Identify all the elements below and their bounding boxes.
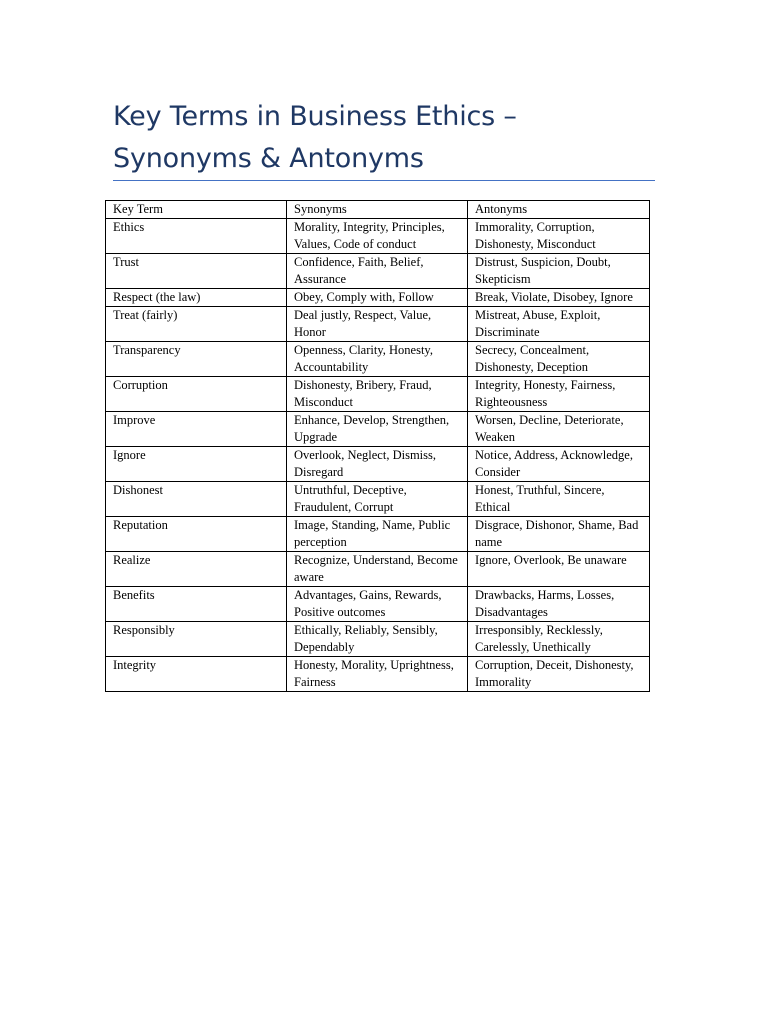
antonyms-cell: Irresponsibly, Recklessly, Carelessly, Unethically: [468, 622, 650, 657]
table-row: [106, 377, 650, 412]
title-underline: [113, 180, 655, 181]
key-term-cell: Transparency: [106, 342, 287, 377]
synonyms-cell: Obey, Comply with, Follow: [287, 289, 468, 307]
key-term-cell: Realize: [106, 552, 287, 587]
synonyms-cell: Overlook, Neglect, Dismiss, Disregard: [287, 447, 468, 482]
antonyms-cell: Drawbacks, Harms, Losses, Disadvantages: [468, 587, 650, 622]
antonyms-cell: Ignore, Overlook, Be unaware: [468, 552, 650, 587]
antonyms-cell: Break, Violate, Disobey, Ignore: [468, 289, 650, 307]
table-row: [106, 412, 650, 447]
header-key-term: Key Term: [106, 201, 287, 219]
antonyms-cell: Integrity, Honesty, Fairness, Righteousness: [468, 377, 650, 412]
key-term-cell: Dishonest: [106, 482, 287, 517]
synonyms-cell: Enhance, Develop, Strengthen, Upgrade: [287, 412, 468, 447]
synonyms-cell: Deal justly, Respect, Value, Honor: [287, 307, 468, 342]
key-term-cell: Ignore: [106, 447, 287, 482]
table-row: [106, 517, 650, 552]
table-row: [106, 254, 650, 289]
table-row: [106, 447, 650, 482]
key-term-cell: Integrity: [106, 657, 287, 692]
key-term-cell: Reputation: [106, 517, 287, 552]
antonyms-cell: Corruption, Deceit, Dishonesty, Immorality: [468, 657, 650, 692]
key-term-cell: Benefits: [106, 587, 287, 622]
synonyms-cell: Honesty, Morality, Uprightness, Fairness: [287, 657, 468, 692]
synonyms-cell: Openness, Clarity, Honesty, Accountability: [287, 342, 468, 377]
key-term-cell: Trust: [106, 254, 287, 289]
synonyms-cell: Advantages, Gains, Rewards, Positive outcomes: [287, 587, 468, 622]
terms-table-body: [106, 201, 650, 692]
table-row: [106, 482, 650, 517]
antonyms-cell: Notice, Address, Acknowledge, Consider: [468, 447, 650, 482]
header-synonyms: Synonyms: [287, 201, 468, 219]
table-row: [106, 307, 650, 342]
table-row: [106, 342, 650, 377]
table-row: [106, 622, 650, 657]
page-title: Key Terms in Business Ethics – Synonyms & Antonyms: [113, 101, 517, 174]
synonyms-cell: Untruthful, Deceptive, Fraudulent, Corrupt: [287, 482, 468, 517]
synonyms-cell: Morality, Integrity, Principles, Values, Code of conduct: [287, 219, 468, 254]
table-header-row: [106, 201, 650, 219]
table-row: [106, 552, 650, 587]
antonyms-cell: Distrust, Suspicion, Doubt, Skepticism: [468, 254, 650, 289]
key-term-cell: Respect (the law): [106, 289, 287, 307]
table-row: [106, 219, 650, 254]
synonyms-cell: Confidence, Faith, Belief, Assurance: [287, 254, 468, 289]
table-row: [106, 289, 650, 307]
synonyms-cell: Image, Standing, Name, Public perception: [287, 517, 468, 552]
header-antonyms: Antonyms: [468, 201, 650, 219]
key-term-cell: Responsibly: [106, 622, 287, 657]
antonyms-cell: Honest, Truthful, Sincere, Ethical: [468, 482, 650, 517]
table-row: [106, 657, 650, 692]
table-row: [106, 587, 650, 622]
key-term-cell: Ethics: [106, 219, 287, 254]
antonyms-cell: Mistreat, Abuse, Exploit, Discriminate: [468, 307, 650, 342]
antonyms-cell: Secrecy, Concealment, Dishonesty, Deception: [468, 342, 650, 377]
antonyms-cell: Worsen, Decline, Deteriorate, Weaken: [468, 412, 650, 447]
key-term-cell: Improve: [106, 412, 287, 447]
terms-table: [105, 200, 650, 692]
synonyms-cell: Recognize, Understand, Become aware: [287, 552, 468, 587]
key-term-cell: Corruption: [106, 377, 287, 412]
synonyms-cell: Dishonesty, Bribery, Fraud, Misconduct: [287, 377, 468, 412]
synonyms-cell: Ethically, Reliably, Sensibly, Dependably: [287, 622, 468, 657]
key-term-cell: Treat (fairly): [106, 307, 287, 342]
antonyms-cell: Disgrace, Dishonor, Shame, Bad name: [468, 517, 650, 552]
antonyms-cell: Immorality, Corruption, Dishonesty, Misconduct: [468, 219, 650, 254]
